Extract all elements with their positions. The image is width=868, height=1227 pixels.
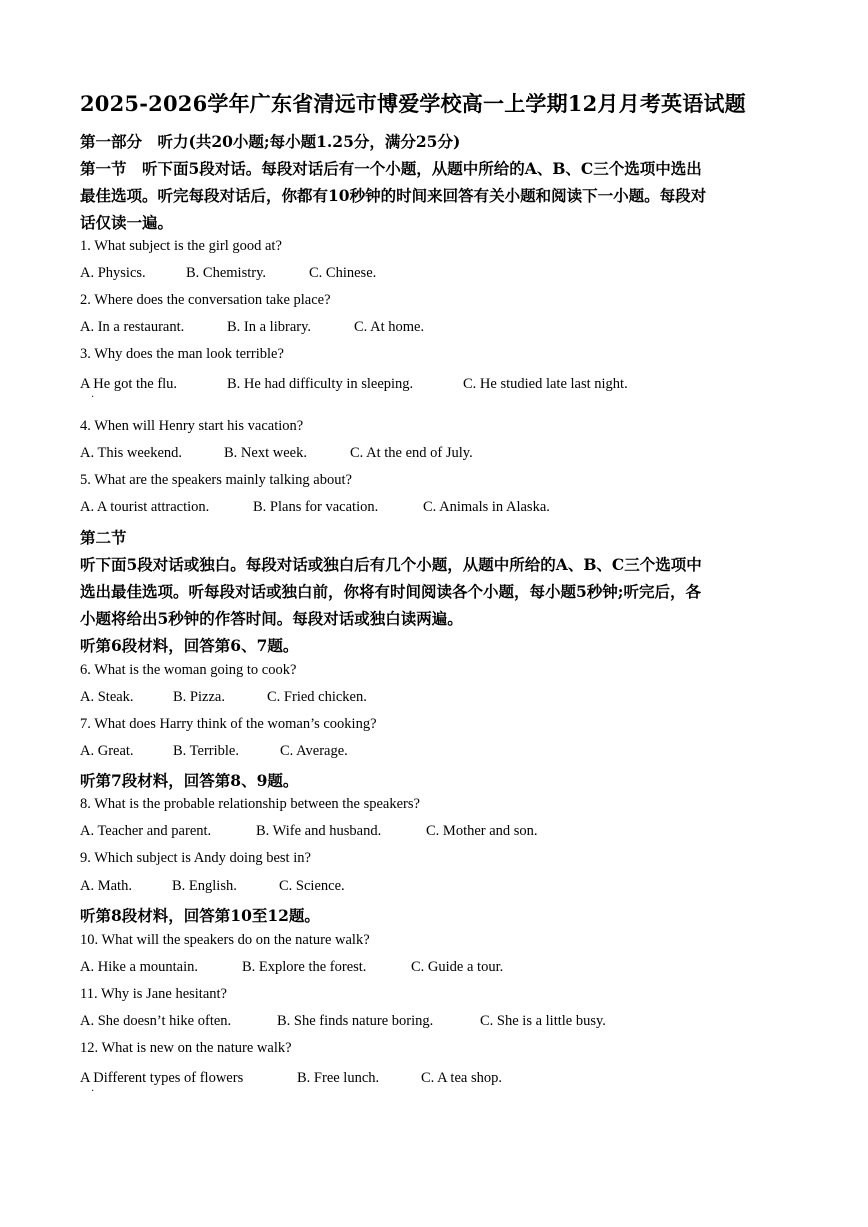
option-c: C. A tea shop. — [421, 1070, 502, 1086]
stray-dot: · — [91, 1086, 95, 1097]
option-c: C. At the end of July. — [350, 445, 473, 461]
question-12-options — [80, 1070, 502, 1087]
option-c: C. Average. — [280, 743, 348, 759]
question-2: 2. Where does the conversation take place? — [80, 292, 331, 308]
section2-instructions-line1: 听下面5段对话或独白。每段对话或独白后有几个小题，从题中所给的A、B、C三个选项中 — [80, 555, 702, 574]
option-a: A. Teacher and parent. — [80, 823, 212, 839]
option-a: A. Great. — [80, 743, 134, 759]
option-b: B. Next week. — [224, 445, 307, 461]
question-7-options — [80, 743, 348, 760]
option-b: B. Plans for vacation. — [253, 499, 379, 515]
option-b: B. Pizza. — [173, 689, 225, 705]
question-10: 10. What will the speakers do on the nature walk? — [80, 932, 370, 948]
section1-instructions-line1: 第一节 听下面5段对话。每段对话后有一个小题，从题中所给的A、B、C三个选项中选出 — [80, 159, 702, 178]
option-b: B. Terrible. — [173, 743, 239, 759]
option-a: A. This weekend. — [80, 445, 183, 461]
stray-dot: · — [91, 392, 95, 403]
question-8-options — [80, 823, 538, 840]
option-a: A. Math. — [80, 878, 132, 894]
question-4: 4. When will Henry start his vacation? — [80, 418, 304, 434]
option-b: B. Chemistry. — [186, 265, 267, 281]
question-12: 12. What is new on the nature walk? — [80, 1040, 292, 1056]
option-a: A. She doesn’t hike often. — [80, 1013, 232, 1029]
material-8-heading: 听第8段材料，回答第10至12题。 — [80, 906, 320, 925]
material-6-heading: 听第6段材料，回答第6、7题。 — [80, 636, 299, 655]
part1-heading: 第一部分 听力(共20小题;每小题1.25分，满分25分) — [80, 132, 461, 151]
question-6: 6. What is the woman going to cook? — [80, 662, 297, 678]
question-1: 1. What subject is the girl good at? — [80, 238, 282, 254]
section2-instructions-line3: 小题将给出5秒钟的作答时间。每段对话或独白读两遍。 — [80, 609, 463, 628]
option-c: C. Science. — [279, 878, 345, 894]
option-c: C. Fried chicken. — [267, 689, 367, 705]
question-4-options — [80, 445, 473, 462]
option-a: A. A tourist attraction. — [80, 499, 210, 515]
option-b: B. She finds nature boring. — [277, 1013, 434, 1029]
question-9: 9. Which subject is Andy doing best in? — [80, 850, 311, 866]
option-a: A Different types of flowers — [80, 1070, 244, 1086]
option-c: C. Chinese. — [309, 265, 377, 281]
option-b: B. Explore the forest. — [242, 959, 367, 975]
section1-instructions-line3: 话仅读一遍。 — [80, 213, 174, 232]
option-c: C. She is a little busy. — [480, 1013, 606, 1029]
section2-instructions-line2: 选出最佳选项。听每段对话或独白前，你将有时间阅读各个小题，每小题5秒钟;听完后，各 — [80, 582, 702, 601]
option-c: C. Animals in Alaska. — [423, 499, 550, 515]
option-b: B. Free lunch. — [297, 1070, 380, 1086]
question-2-options — [80, 319, 424, 336]
question-9-options — [80, 878, 345, 895]
option-a: A. Physics. — [80, 265, 146, 281]
material-7-heading: 听第7段材料，回答第8、9题。 — [80, 771, 299, 790]
option-a: A. In a restaurant. — [80, 319, 185, 335]
question-3: 3. Why does the man look terrible? — [80, 346, 284, 362]
question-6-options — [80, 689, 367, 706]
option-c: C. At home. — [354, 319, 425, 335]
option-b: B. He had difficulty in sleeping. — [227, 376, 414, 392]
option-b: B. Wife and husband. — [256, 823, 382, 839]
question-8: 8. What is the probable relationship between the speakers? — [80, 796, 420, 812]
question-11-options — [80, 1013, 606, 1030]
question-5-options — [80, 499, 550, 516]
section1-instructions-line2: 最佳选项。听完每段对话后，你都有10秒钟的时间来回答有关小题和阅读下一小题。每段对 — [80, 186, 707, 205]
question-11: 11. Why is Jane hesitant? — [80, 986, 227, 1002]
question-10-options — [80, 959, 503, 976]
option-a: A. Hike a mountain. — [80, 959, 198, 975]
option-a: A He got the flu. — [80, 376, 178, 392]
option-c: C. Guide a tour. — [411, 959, 504, 975]
question-1-options — [80, 265, 376, 282]
question-5: 5. What are the speakers mainly talking about? — [80, 472, 352, 488]
option-b: B. English. — [172, 878, 237, 894]
question-3-options — [80, 376, 628, 393]
question-7: 7. What does Harry think of the woman’s cooking? — [80, 716, 377, 732]
option-c: C. He studied late last night. — [463, 376, 628, 392]
option-b: B. In a library. — [227, 319, 312, 335]
option-a: A. Steak. — [80, 689, 134, 705]
option-c: C. Mother and son. — [426, 823, 538, 839]
section2-label: 第二节 — [80, 528, 127, 547]
exam-title: 2025-2026学年广东省清远市博爱学校高一上学期12月月考英语试题 — [80, 91, 746, 116]
